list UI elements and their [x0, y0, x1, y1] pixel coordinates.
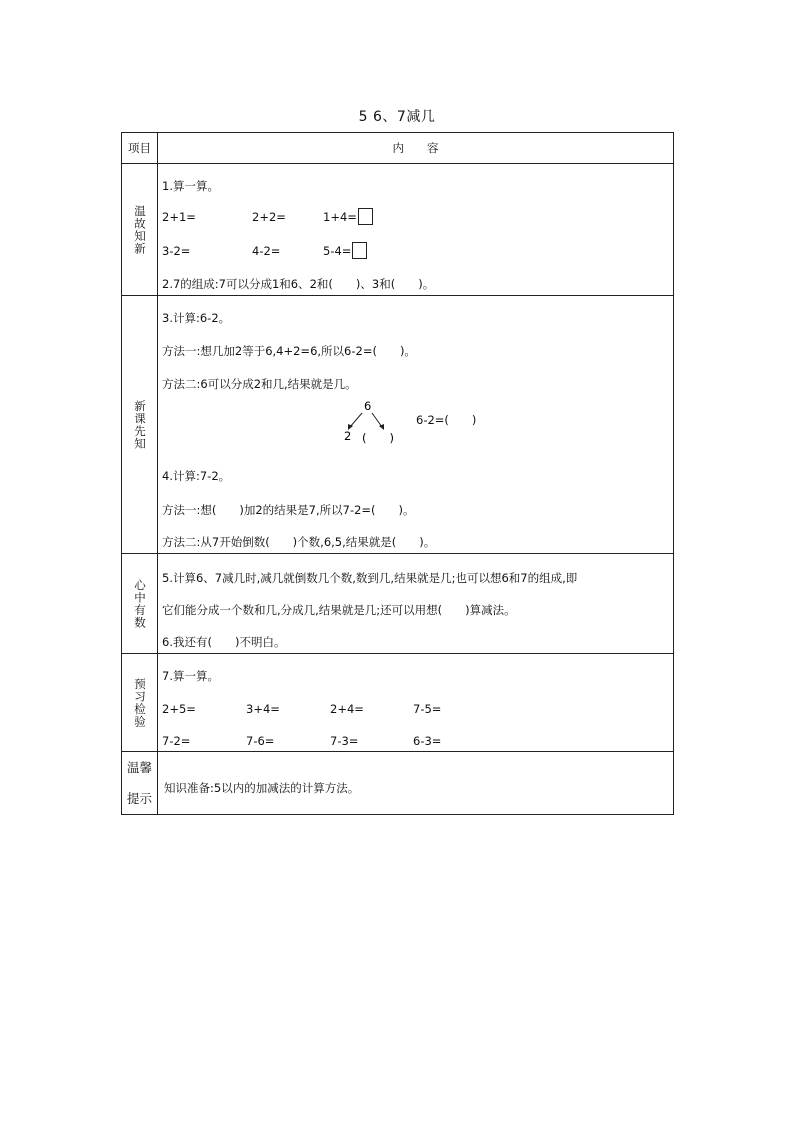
check-expr-2-2: 7-6=: [246, 734, 275, 748]
split-diagram-svg: [334, 400, 414, 446]
tips-label-cell: [122, 752, 158, 814]
q5-line-1: 5.计算6、7减几时,减几就倒数几个数,数到几,结果就是几;也可以想6和7的组成,即: [162, 571, 578, 585]
section-check: [122, 653, 673, 751]
mind-label: 心中有数: [133, 578, 147, 629]
review-expr-1-3-wrap: [323, 208, 373, 225]
preview-content: [158, 296, 673, 553]
review-expr-2-3-wrap: [323, 242, 367, 259]
review-expr-2-3: 5-4=: [323, 244, 352, 258]
check-label: 预习检验: [133, 677, 147, 728]
review-expr-1-3: 1+4=: [323, 210, 357, 224]
preview-label-cell: [122, 296, 158, 553]
q1-title: 1.算一算。: [162, 179, 219, 193]
header-item-label: 项目: [122, 133, 158, 163]
q7-title: 7.算一算。: [162, 669, 219, 683]
review-expr-2-2: 4-2=: [252, 244, 281, 258]
split-right-line: [372, 413, 382, 427]
q4-method-2: 方法二:从7开始倒数( )个数,6,5,结果就是( )。: [162, 535, 436, 549]
tree-equation: 6-2=( ): [416, 413, 477, 427]
check-expr-2-1: 7-2=: [162, 734, 191, 748]
answer-box[interactable]: [352, 242, 367, 259]
check-expr-1-1: 2+5=: [162, 702, 196, 716]
check-content: [158, 654, 673, 751]
q4-method-1: 方法一:想( )加2的结果是7,所以7-2=( )。: [162, 503, 415, 517]
header-content-label: 内 容: [392, 141, 439, 155]
page-title: 5 6、7减几: [358, 109, 436, 125]
q2-text: 2.7的组成:7可以分成1和6、2和( )、3和( )。: [162, 277, 435, 291]
section-preview: [122, 295, 673, 553]
q3-title: 3.计算:6-2。: [162, 311, 231, 325]
section-mind: [122, 553, 673, 653]
split-top-number: 6: [364, 400, 372, 413]
mind-label-cell: [122, 554, 158, 653]
check-expr-1-4: 7-5=: [413, 702, 442, 716]
review-expr-1-1: 2+1=: [162, 210, 196, 224]
split-left-number: 2: [344, 429, 352, 443]
split-right-blank: ( ): [362, 431, 394, 445]
review-label: 温故知新: [133, 204, 147, 255]
tips-text: 知识准备:5以内的加减法的计算方法。: [164, 781, 360, 795]
check-expr-1-2: 3+4=: [246, 702, 280, 716]
preview-label: 新课先知: [133, 399, 147, 450]
review-expr-1-2: 2+2=: [252, 210, 286, 224]
check-expr-2-3: 7-3=: [330, 734, 359, 748]
review-expr-2-1: 3-2=: [162, 244, 191, 258]
q3-method-2: 方法二:6可以分成2和几,结果就是几。: [162, 377, 357, 391]
tips-label-line-1: 温馨: [126, 760, 152, 775]
q3-method-1: 方法一:想几加2等于6,4+2=6,所以6-2=( )。: [162, 344, 416, 358]
mind-content: [158, 554, 673, 653]
check-expr-1-3: 2+4=: [330, 702, 364, 716]
review-content: [158, 164, 673, 295]
q6-text: 6.我还有( )不明白。: [162, 635, 286, 649]
table-header-row: [122, 133, 673, 163]
check-label-cell: [122, 654, 158, 751]
split-left-line: [350, 413, 362, 427]
arrow-right-icon: [379, 424, 384, 430]
tips-label-line-2: 提示: [126, 791, 152, 806]
review-label-cell: [122, 164, 158, 295]
section-review: [122, 163, 673, 295]
check-expr-2-4: 6-3=: [413, 734, 442, 748]
worksheet-table: [121, 132, 674, 815]
tips-content: [158, 752, 673, 814]
answer-box[interactable]: [358, 208, 373, 225]
q4-title: 4.计算:7-2。: [162, 469, 231, 483]
split-diagram: [334, 400, 414, 446]
header-content-cell: [158, 133, 673, 163]
q5-line-2: 它们能分成一个数和几,分成几,结果就是几;还可以用想( )算减法。: [162, 603, 516, 617]
section-tips: [122, 751, 673, 814]
